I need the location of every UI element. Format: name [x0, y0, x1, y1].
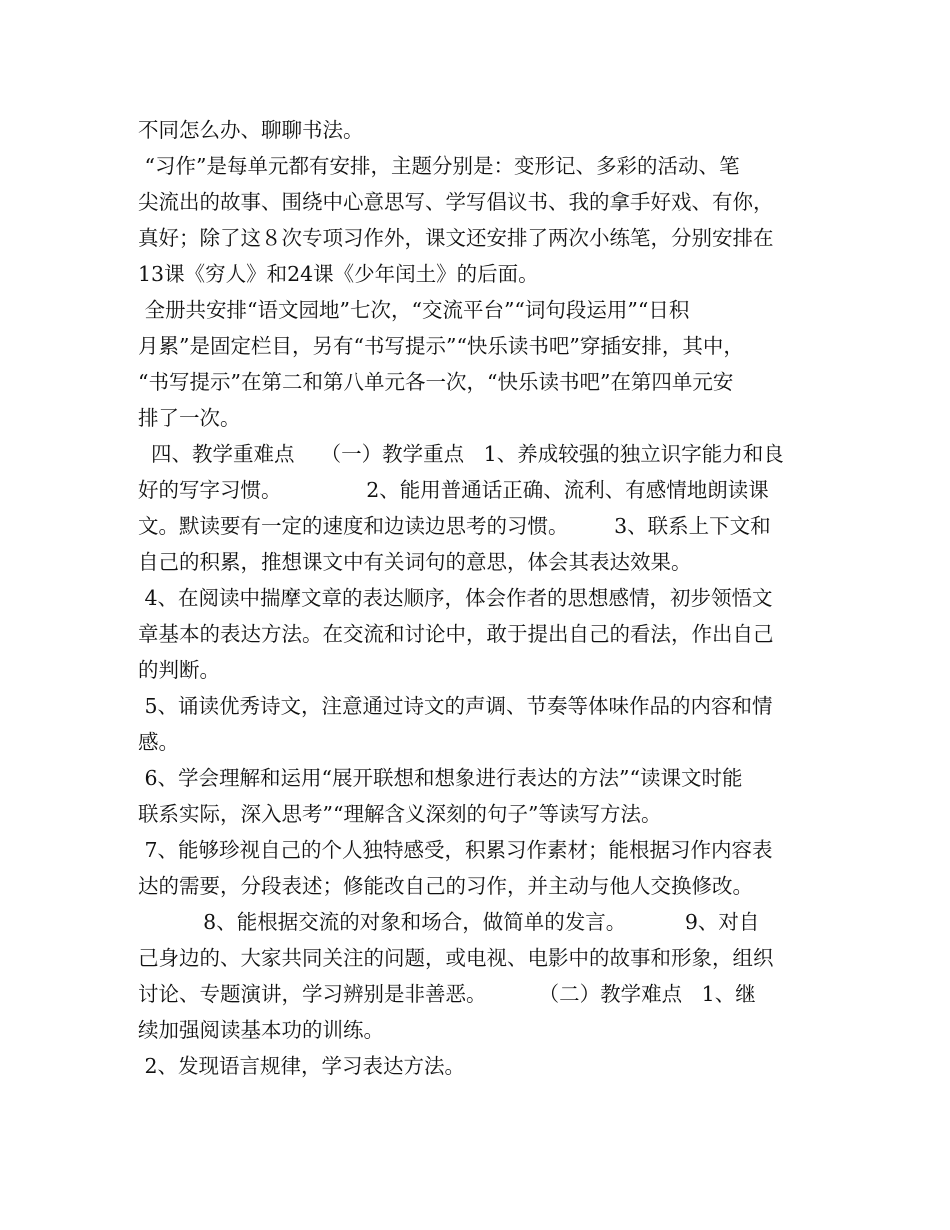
text-line: 感。	[138, 730, 179, 754]
text-line: 达的需要，分段表述；修能改自己的习作，并主动与他人交换修改。	[138, 874, 753, 898]
text-line: 真好；除了这８次专项习作外，课文还安排了两次小练笔，分别安排在	[138, 226, 774, 250]
text-line: 的判断。	[138, 658, 220, 682]
text-line: 全册共安排“语文园地”七次，“交流平台”“词句段运用”“日积	[138, 298, 690, 322]
text-line: 2、发现语言规律，学习表达方法。	[138, 1054, 466, 1078]
text-line: 四、教学重难点 （一）教学重点 1、养成较强的独立识字能力和良	[138, 442, 784, 466]
text-line: 不同怎么办、聊聊书法。	[138, 118, 364, 142]
text-line: 7、能够珍视自己的个人独特感受，积累习作素材；能根据习作内容表	[138, 838, 773, 862]
text-line: 排了一次。	[138, 406, 241, 430]
text-line: 文。默读要有一定的速度和边读边思考的习惯。 3、联系上下文和	[138, 514, 771, 538]
text-line: 续加强阅读基本功的训练。	[138, 1018, 384, 1042]
text-line: 章基本的表达方法。在交流和讨论中，敢于提出自己的看法，作出自己	[138, 622, 774, 646]
text-line: 4、在阅读中揣摩文章的表达顺序，体会作者的思想感情，初步领悟文	[138, 586, 773, 610]
text-line: 自己的积累，推想课文中有关词句的意思，体会其表达效果。	[138, 550, 692, 574]
text-line: 5、诵读优秀诗文，注意通过诗文的声调、节奏等体味作品的内容和情	[138, 694, 773, 718]
text-line: 13课《穷人》和24课《少年闰土》的后面。	[138, 262, 539, 286]
text-line: 讨论、专题演讲，学习辨别是非善恶。 （二）教学难点 1、继	[138, 982, 756, 1006]
text-line: 己身边的、大家共同关注的问题，或电视、电影中的故事和形象，组织	[138, 946, 774, 970]
text-line: 尖流出的故事、围绕中心意思写、学写倡议书、我的拿手好戏、有你，	[138, 190, 774, 214]
text-line: 8、能根据交流的对象和场合，做简单的发言。 9、对自	[138, 910, 760, 934]
text-line: “书写提示”在第二和第八单元各一次，“快乐读书吧”在第四单元安	[138, 370, 734, 394]
text-line: 6、学会理解和运用“展开联想和想象进行表达的方法”“读课文时能	[138, 766, 743, 790]
text-line: “习作”是每单元都有安排，主题分别是：变形记、多彩的活动、笔	[138, 154, 740, 178]
document-body	[138, 112, 818, 1084]
text-line: 联系实际，深入思考”“理解含义深刻的句子”等读写方法。	[138, 802, 662, 826]
text-line: 好的写字习惯。 2、能用普通话正确、流利、有感情地朗读课	[138, 478, 769, 502]
text-line: 月累”是固定栏目，另有“书写提示”“快乐读书吧”穿插安排，其中，	[138, 334, 744, 358]
